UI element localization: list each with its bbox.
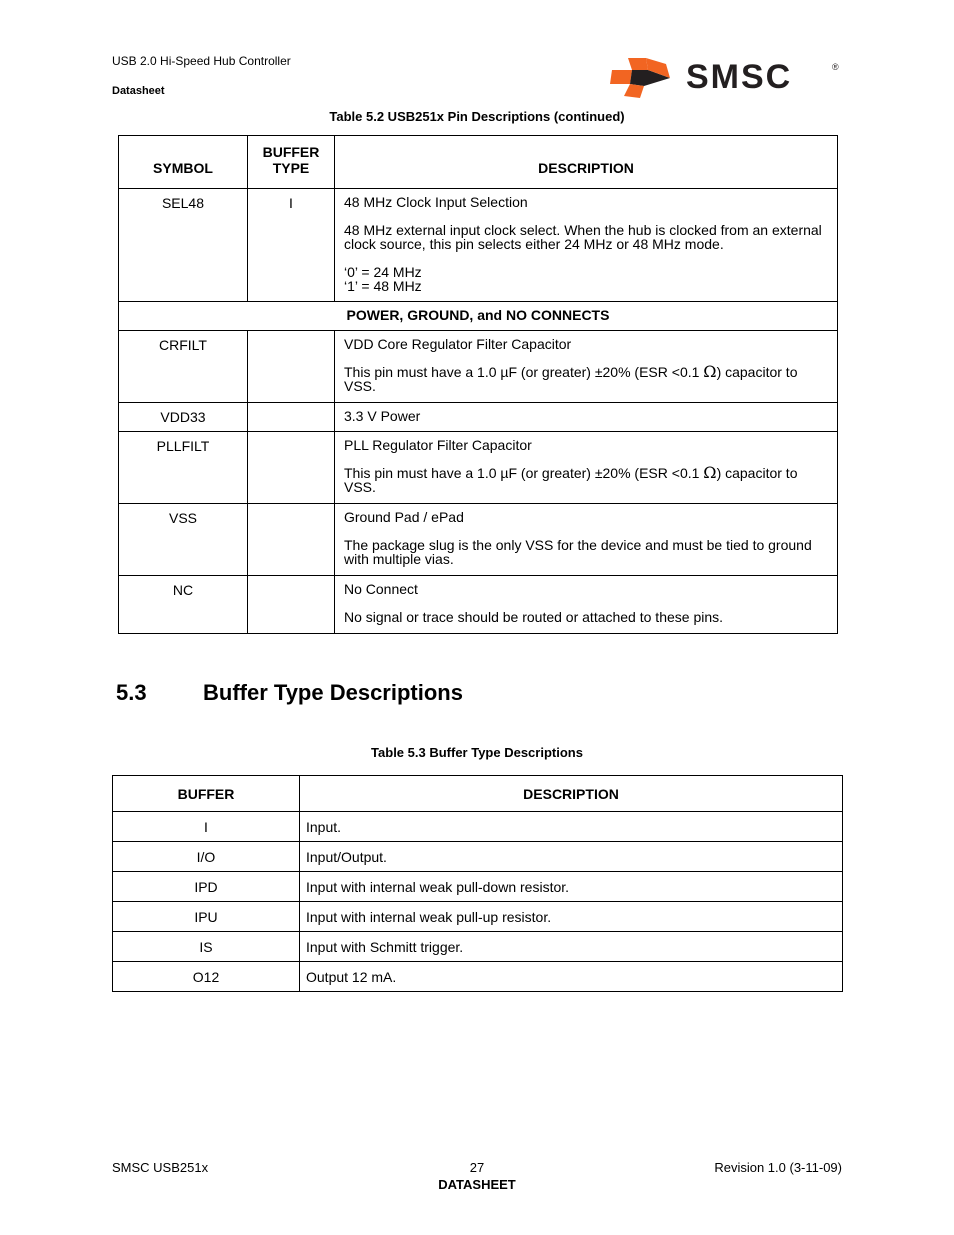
description-cell: 3.3 V Power (335, 403, 838, 432)
header-symbol: SYMBOL (119, 136, 248, 189)
table-row (113, 932, 843, 962)
pin-descriptions-table (118, 135, 838, 634)
table2-caption: Table 5.3 Buffer Type Descriptions (371, 745, 583, 760)
symbol-cell: NC (119, 576, 248, 634)
footer-doc-type: DATASHEET (438, 1177, 516, 1192)
table-row (119, 576, 838, 634)
buffer-cell: IS (113, 932, 300, 962)
symbol-cell: CRFILT (119, 331, 248, 403)
buffer-type-table (112, 775, 843, 992)
document-title: USB 2.0 Hi-Speed Hub Controller (112, 54, 291, 68)
footer-revision: Revision 1.0 (3-11-09) (714, 1160, 842, 1175)
section-number: 5.3 (116, 680, 147, 705)
description-cell: Input with Schmitt trigger. (300, 932, 843, 962)
symbol-cell: VDD33 (119, 403, 248, 432)
table-row (113, 902, 843, 932)
symbol-cell: SEL48 (119, 189, 248, 302)
header-buffer: BUFFER (113, 776, 300, 812)
table-row (119, 189, 838, 302)
smsc-logo-mark-icon (610, 58, 670, 98)
logo-wordmark: SMSC (686, 58, 793, 96)
footer-product: SMSC USB251x (112, 1160, 209, 1175)
header-buffer-type: BUFFER TYPE (248, 136, 335, 189)
header-description: DESCRIPTION (300, 776, 843, 812)
table1-header-row (119, 136, 838, 189)
page-number: 27 (469, 1160, 485, 1175)
buffer-cell: O12 (113, 962, 300, 992)
description-cell: Input with internal weak pull-up resistor. (300, 902, 843, 932)
table2-header-row (113, 776, 843, 812)
section-heading (116, 680, 463, 706)
buffer-cell: IPU (113, 902, 300, 932)
description-cell: No Connect No signal or trace should be routed or attached to these pins. (335, 576, 838, 634)
section-heading-cell: POWER, GROUND, and NO CONNECTS (119, 302, 838, 331)
description-cell: Input/Output. (300, 842, 843, 872)
table-row (119, 504, 838, 576)
symbol-cell: PLLFILT (119, 432, 248, 504)
description-cell: Ground Pad / ePad The package slug is the only VSS for the device and must be tied to ground with multiple vias. (335, 504, 838, 576)
description-cell: Input with internal weak pull-down resistor. (300, 872, 843, 902)
table-row (113, 842, 843, 872)
description-cell: VDD Core Regulator Filter Capacitor This pin must have a 1.0 µF (or greater) ±20% (ESR <0.1 Ω) capacitor to VSS. (335, 331, 838, 403)
header-description: DESCRIPTION (335, 136, 838, 189)
description-cell: 48 MHz Clock Input Selection 48 MHz external input clock select. When the hub is clocked from an external clock source, this pin selects either 24 MHz or 48 MHz mode. ‘0’ = 24 MHz ‘1’ = 48 MHz (335, 189, 838, 302)
table-row (113, 962, 843, 992)
buffer-cell (248, 576, 335, 634)
buffer-cell: I/O (113, 842, 300, 872)
table-row (113, 872, 843, 902)
buffer-cell (248, 504, 335, 576)
buffer-cell (248, 403, 335, 432)
buffer-cell: IPD (113, 872, 300, 902)
document-type: Datasheet (112, 85, 165, 97)
description-cell: Input. (300, 812, 843, 842)
buffer-cell (248, 331, 335, 403)
logo-registered-mark: ® (832, 62, 839, 72)
table-row (119, 331, 838, 403)
symbol-cell: VSS (119, 504, 248, 576)
description-cell: Output 12 mA. (300, 962, 843, 992)
description-cell: PLL Regulator Filter Capacitor This pin must have a 1.0 µF (or greater) ±20% (ESR <0.1 Ω) capacitor to VSS. (335, 432, 838, 504)
buffer-cell: I (248, 189, 335, 302)
section-title: Buffer Type Descriptions (203, 680, 463, 705)
table1-caption: Table 5.2 USB251x Pin Descriptions (continued) (329, 109, 625, 124)
smsc-logo (610, 56, 842, 98)
buffer-cell: I (113, 812, 300, 842)
table-row (113, 812, 843, 842)
buffer-cell (248, 432, 335, 504)
table-row (119, 403, 838, 432)
section-row (119, 302, 838, 331)
table-row (119, 432, 838, 504)
